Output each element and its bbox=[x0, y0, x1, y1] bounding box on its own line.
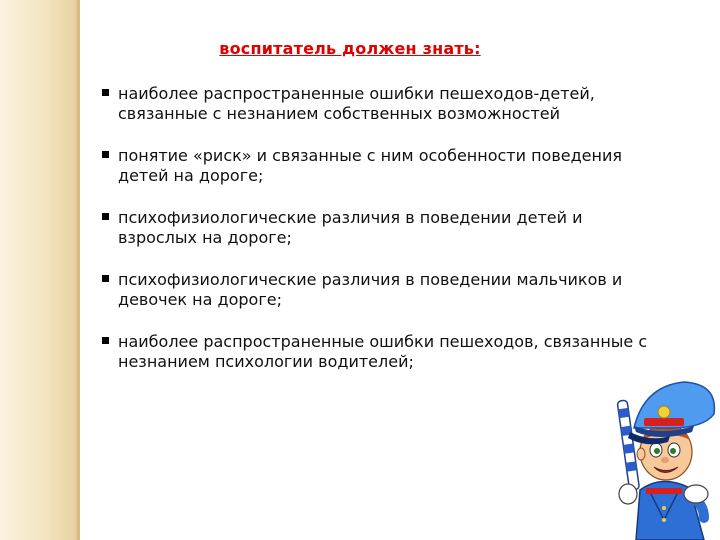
list-item bbox=[102, 84, 662, 124]
list-item-text: психофизиологические различия в поведении детей и взрослых на дороге; bbox=[118, 208, 583, 247]
bullet-icon bbox=[102, 151, 109, 158]
list-item-text: наиболее распространенные ошибки пешеходов, связанные с незнанием психологии водителей; bbox=[118, 332, 648, 371]
bullet-icon bbox=[102, 89, 109, 96]
list-item bbox=[102, 208, 662, 248]
bullet-icon bbox=[102, 275, 109, 282]
bullet-icon bbox=[102, 213, 109, 220]
list-item-text: понятие «риск» и связанные с ним особенности поведения детей на дороге; bbox=[118, 146, 623, 185]
bullet-icon bbox=[102, 337, 109, 344]
traffic-police-boy-icon bbox=[600, 370, 720, 540]
list-item bbox=[102, 270, 662, 310]
bullet-list bbox=[102, 84, 662, 394]
list-item-text: психофизиологические различия в поведении мальчиков и девочек на дороге; bbox=[118, 270, 623, 309]
side-decor-band bbox=[0, 0, 80, 540]
list-item-text: наиболее распространенные ошибки пешеходов-детей, связанные с незнанием собственных возможностей bbox=[118, 84, 595, 123]
list-item bbox=[102, 146, 662, 186]
list-item bbox=[102, 332, 662, 372]
slide-title: воспитатель должен знать: bbox=[219, 39, 481, 58]
